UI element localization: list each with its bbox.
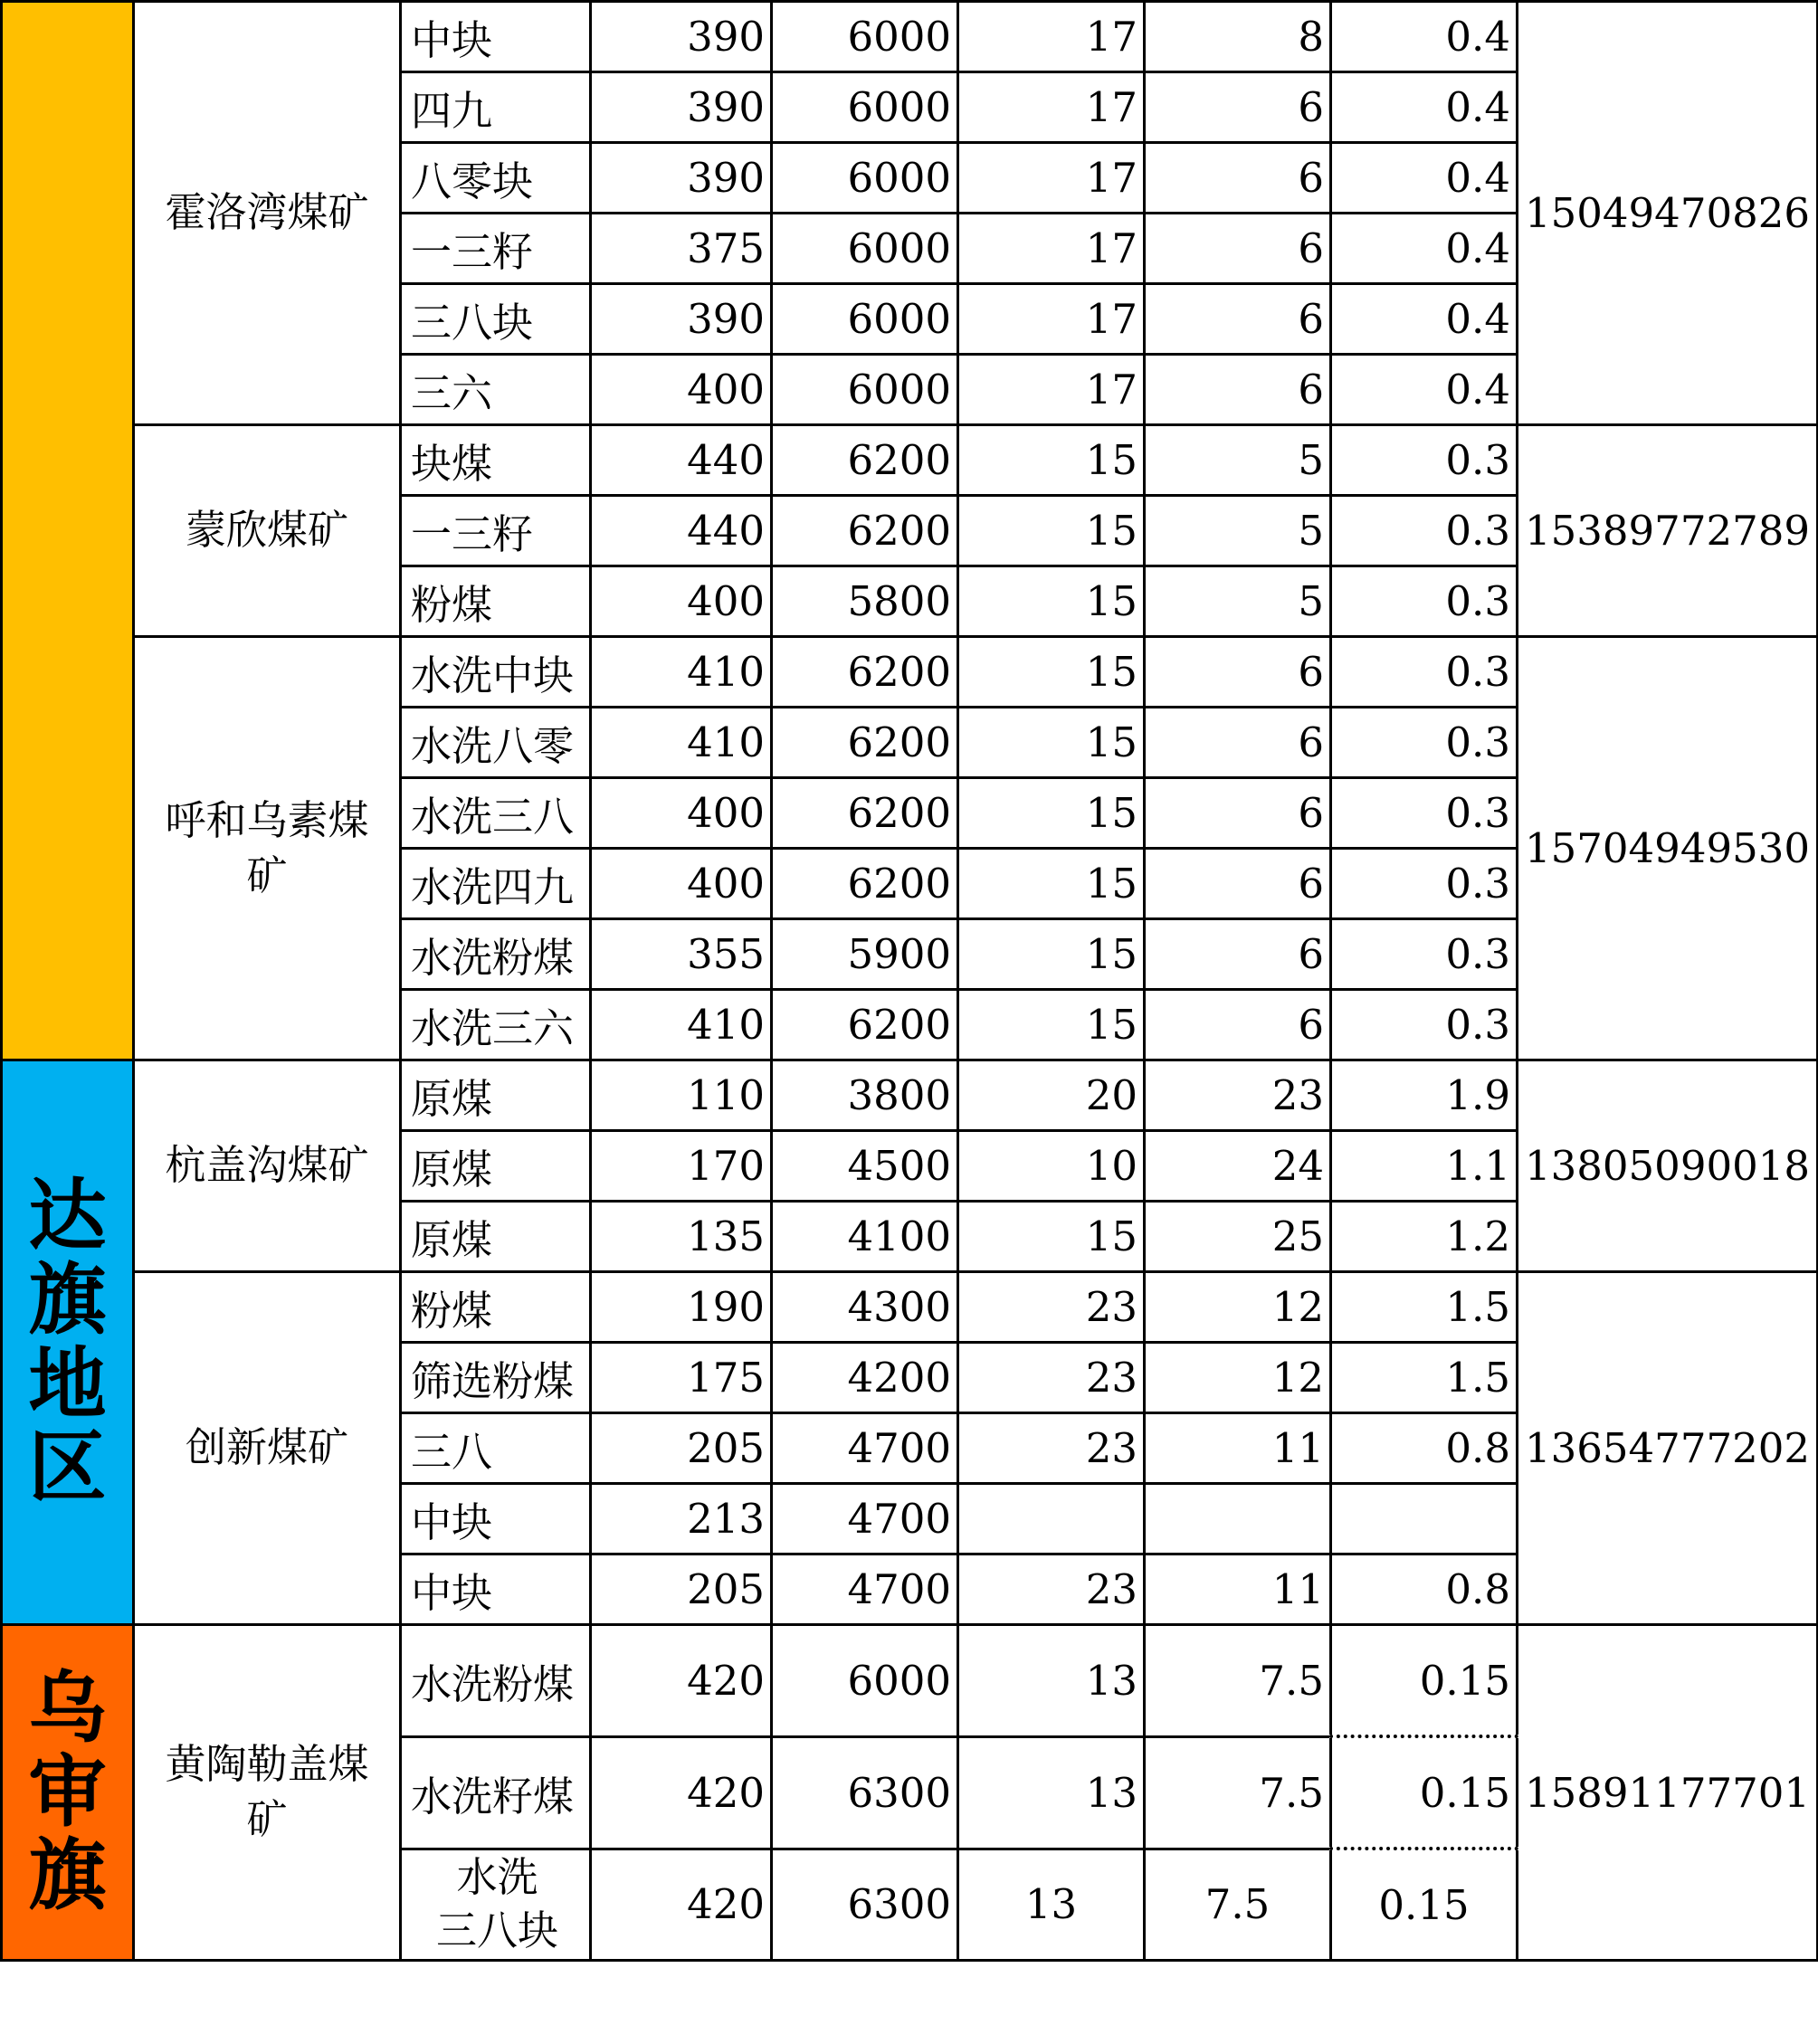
calorie-cell: 4200: [772, 1343, 958, 1413]
value-cell: 1.1: [1331, 1131, 1518, 1202]
price-cell: 205: [591, 1413, 772, 1484]
calorie-cell: 6200: [772, 990, 958, 1060]
table-row: [2, 2, 1818, 72]
value-cell: [958, 1484, 1145, 1554]
price-cell: 440: [591, 496, 772, 566]
product-cell: 一三籽: [401, 214, 591, 284]
value-cell: 0.15: [1331, 1736, 1518, 1849]
value-cell: 5: [1145, 425, 1331, 496]
value-cell: 0.4: [1331, 72, 1518, 143]
value-cell: 15: [958, 496, 1145, 566]
price-cell: 190: [591, 1272, 772, 1343]
value-cell: 0.3: [1331, 849, 1518, 919]
value-cell: 0.3: [1331, 637, 1518, 708]
value-cell: [1331, 1484, 1518, 1554]
calorie-cell: 6200: [772, 637, 958, 708]
value-cell: 0.8: [1331, 1554, 1518, 1625]
value-cell: 0.15: [1331, 1849, 1518, 1961]
value-cell: 23: [958, 1554, 1145, 1625]
value-cell: 0.4: [1331, 214, 1518, 284]
product-cell: 水洗四九: [401, 849, 591, 919]
value-cell: 0.15: [1331, 1625, 1518, 1737]
value-cell: 0.3: [1331, 425, 1518, 496]
value-cell: 15: [958, 566, 1145, 637]
phone-cell: 15704949530: [1518, 637, 1818, 1060]
value-cell: 7.5: [1145, 1625, 1331, 1737]
product-cell: 四九: [401, 72, 591, 143]
value-cell: 20: [958, 1060, 1145, 1131]
calorie-cell: 5900: [772, 919, 958, 990]
price-cell: 375: [591, 214, 772, 284]
price-cell: 400: [591, 355, 772, 425]
product-cell: 一三籽: [401, 496, 591, 566]
calorie-cell: 5800: [772, 566, 958, 637]
phone-cell: 13805090018: [1518, 1060, 1818, 1272]
value-cell: 10: [958, 1131, 1145, 1202]
price-cell: 390: [591, 143, 772, 214]
price-cell: 410: [591, 637, 772, 708]
calorie-cell: 4300: [772, 1272, 958, 1343]
calorie-cell: 6300: [772, 1849, 958, 1961]
calorie-cell: 6200: [772, 849, 958, 919]
value-cell: 6: [1145, 355, 1331, 425]
value-cell: 17: [958, 72, 1145, 143]
price-cell: 170: [591, 1131, 772, 1202]
value-cell: 6: [1145, 143, 1331, 214]
value-cell: 1.2: [1331, 1202, 1518, 1272]
product-cell: 三八块: [401, 284, 591, 355]
value-cell: 15: [958, 849, 1145, 919]
product-cell: 中块: [401, 2, 591, 72]
phone-cell: 15891177701: [1518, 1625, 1818, 1961]
mine-name-cell: 霍洛湾煤矿: [134, 2, 401, 425]
table-body: [2, 2, 1818, 1961]
calorie-cell: 4100: [772, 1202, 958, 1272]
price-cell: 205: [591, 1554, 772, 1625]
value-cell: 0.8: [1331, 1413, 1518, 1484]
region-cell: [2, 2, 134, 1060]
value-cell: 6: [1145, 919, 1331, 990]
value-cell: 7.5: [1145, 1736, 1331, 1849]
calorie-cell: 6000: [772, 214, 958, 284]
value-cell: 13: [958, 1849, 1145, 1961]
value-cell: 13: [958, 1736, 1145, 1849]
product-cell: 筛选粉煤: [401, 1343, 591, 1413]
price-cell: 390: [591, 2, 772, 72]
value-cell: 6: [1145, 849, 1331, 919]
value-cell: 11: [1145, 1554, 1331, 1625]
product-cell: 八零块: [401, 143, 591, 214]
table-row: [2, 1625, 1818, 1737]
product-cell: 水洗粉煤: [401, 1625, 591, 1737]
value-cell: 15: [958, 425, 1145, 496]
price-cell: 390: [591, 72, 772, 143]
value-cell: 15: [958, 990, 1145, 1060]
value-cell: 23: [958, 1413, 1145, 1484]
product-cell: 原煤: [401, 1202, 591, 1272]
calorie-cell: 6000: [772, 1625, 958, 1737]
table-row: [2, 425, 1818, 496]
calorie-cell: 4500: [772, 1131, 958, 1202]
product-cell: 水洗粉煤: [401, 919, 591, 990]
calorie-cell: 6000: [772, 72, 958, 143]
calorie-cell: 4700: [772, 1484, 958, 1554]
mine-name-cell: 黄陶勒盖煤矿: [134, 1625, 401, 1961]
product-cell: 水洗籽煤: [401, 1736, 591, 1849]
calorie-cell: 6200: [772, 708, 958, 778]
product-cell: 粉煤: [401, 566, 591, 637]
value-cell: [1145, 1484, 1331, 1554]
value-cell: 23: [1145, 1060, 1331, 1131]
value-cell: 17: [958, 143, 1145, 214]
value-cell: 15: [958, 778, 1145, 849]
calorie-cell: 6200: [772, 496, 958, 566]
value-cell: 15: [958, 1202, 1145, 1272]
value-cell: 23: [958, 1272, 1145, 1343]
value-cell: 6: [1145, 214, 1331, 284]
value-cell: 6: [1145, 637, 1331, 708]
value-cell: 6: [1145, 72, 1331, 143]
value-cell: 6: [1145, 990, 1331, 1060]
product-cell: 中块: [401, 1554, 591, 1625]
value-cell: 15: [958, 708, 1145, 778]
value-cell: 0.3: [1331, 566, 1518, 637]
value-cell: 0.3: [1331, 990, 1518, 1060]
calorie-cell: 6200: [772, 425, 958, 496]
price-cell: 400: [591, 849, 772, 919]
price-cell: 400: [591, 566, 772, 637]
price-cell: 440: [591, 425, 772, 496]
price-cell: 213: [591, 1484, 772, 1554]
product-cell: 原煤: [401, 1131, 591, 1202]
value-cell: 13: [958, 1625, 1145, 1737]
mine-name-cell: 蒙欣煤矿: [134, 425, 401, 637]
price-cell: 420: [591, 1849, 772, 1961]
calorie-cell: 4700: [772, 1554, 958, 1625]
value-cell: 25: [1145, 1202, 1331, 1272]
mine-name-cell: 创新煤矿: [134, 1272, 401, 1625]
value-cell: 0.4: [1331, 2, 1518, 72]
value-cell: 0.3: [1331, 778, 1518, 849]
value-cell: 1.5: [1331, 1272, 1518, 1343]
price-cell: 175: [591, 1343, 772, 1413]
table-row: [2, 637, 1818, 708]
value-cell: 12: [1145, 1343, 1331, 1413]
value-cell: 8: [1145, 2, 1331, 72]
price-cell: 410: [591, 990, 772, 1060]
product-cell: 原煤: [401, 1060, 591, 1131]
calorie-cell: 3800: [772, 1060, 958, 1131]
calorie-cell: 6000: [772, 143, 958, 214]
price-cell: 390: [591, 284, 772, 355]
value-cell: 6: [1145, 708, 1331, 778]
value-cell: 17: [958, 214, 1145, 284]
value-cell: 7.5: [1145, 1849, 1331, 1961]
calorie-cell: 6000: [772, 355, 958, 425]
value-cell: 0.3: [1331, 708, 1518, 778]
value-cell: 17: [958, 2, 1145, 72]
price-cell: 355: [591, 919, 772, 990]
price-cell: 110: [591, 1060, 772, 1131]
product-cell: 粉煤: [401, 1272, 591, 1343]
calorie-cell: 6200: [772, 778, 958, 849]
product-cell: 三八: [401, 1413, 591, 1484]
table-row: [2, 1272, 1818, 1343]
mine-name-cell: 呼和乌素煤矿: [134, 637, 401, 1060]
calorie-cell: 6000: [772, 284, 958, 355]
price-cell: 135: [591, 1202, 772, 1272]
calorie-cell: 4700: [772, 1413, 958, 1484]
value-cell: 11: [1145, 1413, 1331, 1484]
calorie-cell: 6000: [772, 2, 958, 72]
table-row: [2, 1060, 1818, 1131]
value-cell: 0.4: [1331, 143, 1518, 214]
price-cell: 410: [591, 708, 772, 778]
value-cell: 24: [1145, 1131, 1331, 1202]
value-cell: 0.3: [1331, 919, 1518, 990]
product-cell: 水洗三六: [401, 990, 591, 1060]
value-cell: 1.5: [1331, 1343, 1518, 1413]
price-cell: 420: [591, 1736, 772, 1849]
value-cell: 12: [1145, 1272, 1331, 1343]
product-cell: 中块: [401, 1484, 591, 1554]
value-cell: 17: [958, 355, 1145, 425]
value-cell: 23: [958, 1343, 1145, 1413]
value-cell: 5: [1145, 566, 1331, 637]
product-cell: 水洗中块: [401, 637, 591, 708]
mine-name-cell: 杭盖沟煤矿: [134, 1060, 401, 1272]
value-cell: 5: [1145, 496, 1331, 566]
value-cell: 6: [1145, 284, 1331, 355]
value-cell: 15: [958, 637, 1145, 708]
region-cell: 达旗地区: [2, 1060, 134, 1625]
calorie-cell: 6300: [772, 1736, 958, 1849]
product-cell: 水洗三八: [401, 778, 591, 849]
product-cell: 三六: [401, 355, 591, 425]
product-cell: 块煤: [401, 425, 591, 496]
value-cell: 1.9: [1331, 1060, 1518, 1131]
region-cell: 乌审旗: [2, 1625, 134, 1961]
value-cell: 0.4: [1331, 284, 1518, 355]
value-cell: 0.4: [1331, 355, 1518, 425]
price-cell: 400: [591, 778, 772, 849]
value-cell: 17: [958, 284, 1145, 355]
value-cell: 6: [1145, 778, 1331, 849]
phone-cell: 13654777202: [1518, 1272, 1818, 1625]
value-cell: 0.3: [1331, 496, 1518, 566]
product-cell: 水洗 三八块: [401, 1849, 591, 1961]
price-cell: 420: [591, 1625, 772, 1737]
phone-cell: 15049470826: [1518, 2, 1818, 425]
phone-cell: 15389772789: [1518, 425, 1818, 637]
value-cell: 15: [958, 919, 1145, 990]
product-cell: 水洗八零: [401, 708, 591, 778]
